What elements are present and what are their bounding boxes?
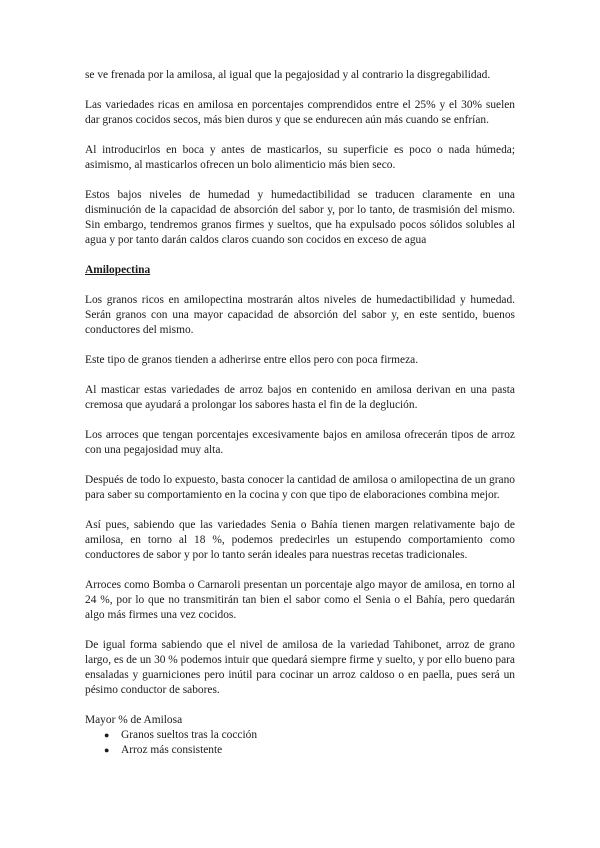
list-item-text: Granos sueltos tras la cocción bbox=[121, 729, 258, 741]
bullet-icon: ● bbox=[104, 745, 110, 755]
paragraph: Al introducirlos en boca y antes de masticarlos, su superficie es poco o nada húmeda; asimismo, al masticarlos ofrecen un bolo alimenticio más bien seco. bbox=[85, 144, 515, 171]
paragraph: Arroces como Bomba o Carnaroli presentan un porcentaje algo mayor de amilosa, en torno al 24 %, por lo que no transmitirán tan bien el sabor como el Senia o el Bahía, pero quedarán algo más firmes una vez cocidos. bbox=[85, 579, 515, 621]
paragraph: Las variedades ricas en amilosa en porcentajes comprendidos entre el 25% y el 30% suelen dar granos cocidos secos, más bien duros y que se endurecen aún más cuando se enfrían. bbox=[85, 99, 515, 126]
section-heading: Amilopectina bbox=[85, 264, 151, 276]
list-item bbox=[104, 728, 515, 743]
paragraph: Después de todo lo expuesto, basta conocer la cantidad de amilosa o amilopectina de un grano para saber su comportamiento en la cocina y con que tipo de elaboraciones combina mejor. bbox=[85, 474, 515, 501]
paragraph: Al masticar estas variedades de arroz bajos en contenido en amilosa derivan en una pasta cremosa que ayudará a prolongar los sabores hasta el fin de la deglución. bbox=[85, 384, 515, 411]
list-title: Mayor % de Amilosa bbox=[85, 714, 183, 726]
paragraph: se ve frenada por la amilosa, al igual que la pegajosidad y al contrario la disgregabilidad. bbox=[85, 69, 491, 81]
list-item-text: Arroz más consistente bbox=[121, 744, 223, 756]
document-body bbox=[85, 68, 515, 758]
list-item bbox=[104, 743, 515, 758]
bullet-icon: ● bbox=[104, 730, 110, 740]
paragraph: Los granos ricos en amilopectina mostrarán altos niveles de humedactibilidad y humedad. Serán granos con una mayor capacidad de absorción del sabor y, en este sentido, buenos conductores del mismo. bbox=[85, 294, 515, 336]
paragraph: Los arroces que tengan porcentajes excesivamente bajos en amilosa ofrecerán tipos de arroz con una pegajosidad muy alta. bbox=[85, 429, 515, 456]
paragraph: De igual forma sabiendo que el nivel de amilosa de la variedad Tahibonet, arroz de grano largo, es de un 30 % podemos intuir que quedará siempre firme y suelto, y por ello bueno para ensaladas y guarniciones pero inútil para cocinar un arroz caldoso o en paella, pues será un pésimo conductor de sabores. bbox=[85, 639, 515, 696]
bullet-list bbox=[85, 728, 515, 758]
paragraph: Este tipo de granos tienden a adherirse entre ellos pero con poca firmeza. bbox=[85, 354, 419, 366]
paragraph: Así pues, sabiendo que las variedades Senia o Bahía tienen margen relativamente bajo de amilosa, en torno al 18 %, podemos predecirles un estupendo comportamiento como conductores de sabor y por lo tanto serán ideales para nuestras recetas tradicionales. bbox=[85, 519, 515, 561]
paragraph: Estos bajos niveles de humedad y humedactibilidad se traducen claramente en una disminución de la capacidad de absorción del sabor y, por lo tanto, de trasmisión del mismo. Sin embargo, tendremos granos firmes y sueltos, que ha expulsado pocos sólidos solubles al agua y por tanto darán caldos claros cuando son cocidos en exceso de agua bbox=[85, 189, 515, 246]
